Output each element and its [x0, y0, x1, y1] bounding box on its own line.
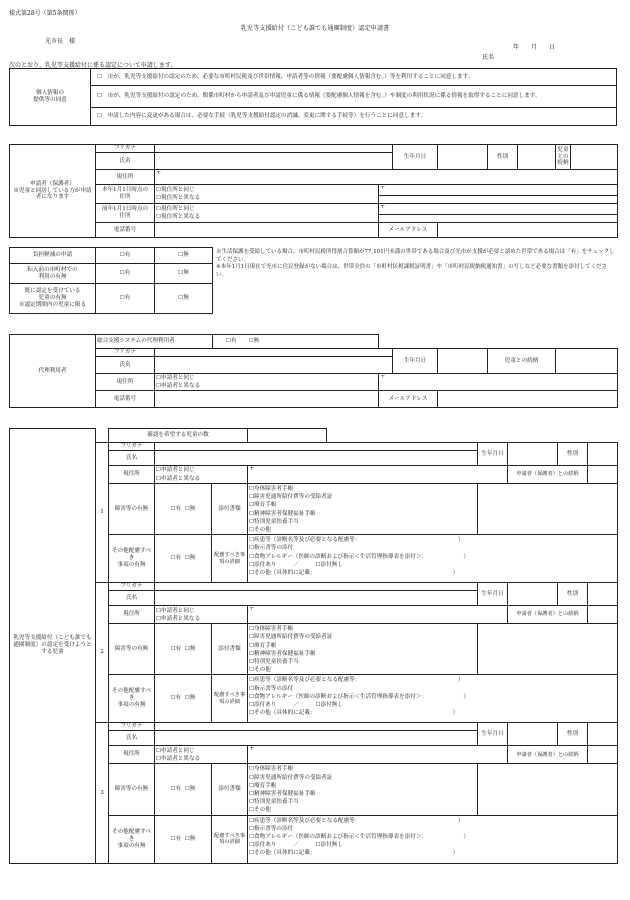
child-1-address-label: 現住所 — [109, 466, 155, 484]
agent-yes-checkbox[interactable]: ☐有 — [226, 338, 237, 344]
agent-relation-field[interactable] — [556, 349, 618, 374]
applicant-sex-field[interactable] — [518, 145, 556, 170]
child-1-doc-item[interactable]: ☐特別児童扶養手当 — [249, 518, 299, 525]
different-from-applicant-checkbox[interactable]: ☐申請者と異なる — [156, 615, 201, 622]
jan1-address-field[interactable] — [379, 185, 618, 196]
furigana-label: フリガナ — [96, 145, 155, 153]
child-1-disability-label: 障害等の有無 — [109, 484, 155, 535]
child-2-number: 2 — [96, 583, 109, 723]
child-3-consideration-item[interactable]: ☐指示書等の添付 — [249, 825, 294, 832]
prev-jan1-address-field[interactable] — [379, 204, 618, 215]
child-2-sex-label: 性別 — [558, 583, 588, 606]
child-1-sex-label: 性別 — [558, 443, 588, 466]
agent-birthdate-label: 生年月日 — [393, 349, 438, 374]
child-3-disability-yes[interactable]: ☐有 — [170, 786, 182, 793]
consent-table — [9, 68, 617, 126]
intro-text: 次のとおり、乳児等支援給付に係る認定について申請します。 — [9, 62, 177, 69]
agent-address-field[interactable] — [379, 374, 618, 391]
agent-system-label: 総合支援システムの代理利用者 — [96, 335, 213, 349]
agent-section-label: 代理利用者 — [10, 335, 96, 408]
child-2-consideration-item[interactable]: ☐その他（具体的に記載： ） — [249, 710, 459, 717]
child-1-name-field[interactable] — [155, 451, 478, 466]
child-2-relation-field[interactable] — [588, 606, 618, 624]
child-3-attached-docs-label: 添付書類 — [212, 764, 248, 815]
child-3-consideration-yes[interactable]: ☐有 — [170, 835, 182, 842]
child-1-birthdate-label: 生年月日 — [478, 443, 508, 466]
child-1-consideration-item[interactable]: ☐その他（具体的に記載： ） — [249, 570, 459, 577]
child-2-doc-item[interactable]: ☐その他 — [249, 667, 271, 674]
applicant-furigana-field[interactable] — [155, 145, 393, 153]
child-2-address-options[interactable] — [155, 606, 248, 624]
child-3-address-field[interactable] — [248, 746, 508, 764]
child-1-number: 1 — [96, 443, 109, 583]
child-2-relation-label: 申請者（保護者）との続柄 — [508, 606, 588, 624]
agent-no-checkbox[interactable]: ☐無 — [248, 338, 260, 344]
child-1-consideration-detail-label: 配慮すべき事項の詳細 — [212, 535, 248, 583]
child-2-birthdate-field[interactable] — [508, 583, 558, 606]
child-1-doc-blank — [478, 484, 618, 535]
child-3-name-label: 氏名 — [109, 731, 155, 746]
child-3-doc-item[interactable]: ☐その他 — [249, 807, 271, 814]
child-1-name-label: 氏名 — [109, 451, 155, 466]
child-3-disability-options[interactable] — [155, 764, 212, 815]
child-2-consideration-label: その他配慮すべき 事項の有無 — [109, 675, 155, 723]
sex-label: 性別 — [488, 145, 518, 170]
agent-email-label: メールアドレス — [379, 391, 438, 408]
applicant-table — [9, 144, 618, 238]
relation-label: 児童との 続柄 — [556, 145, 571, 170]
child-1-doc-item[interactable]: ☐療育手帳 — [249, 502, 277, 509]
child-1-disability-no[interactable]: ☐無 — [184, 505, 196, 512]
child-2-doc-item[interactable]: ☐身体障害者手帳 — [249, 626, 294, 633]
different-from-applicant-checkbox[interactable]: ☐申請者と異なる — [156, 475, 201, 482]
agent-email-field[interactable] — [438, 391, 618, 408]
child-1-attached-docs-label: 添付書類 — [212, 484, 248, 535]
child-3-furigana-field[interactable] — [155, 723, 478, 731]
date-label: 年 月 日 — [513, 44, 556, 51]
child-3-consideration-item[interactable]: ☐食物アレルギー（医師の診断および指示＜生活管理指導表を添付＞： ） — [249, 834, 470, 841]
child-2-consideration-detail-label: 配慮すべき事項の詳細 — [212, 675, 248, 723]
child-1-consideration-list[interactable] — [248, 535, 618, 583]
burden-reduction-no[interactable]: ☐無 — [155, 248, 213, 264]
child-1-doc-item[interactable]: ☐その他 — [249, 527, 271, 534]
prior-municipality-yes[interactable]: ☐有 — [96, 264, 155, 284]
birthdate-label: 生年月日 — [393, 145, 438, 170]
child-2-doc-item[interactable]: ☐特別児童扶養手当 — [249, 659, 299, 666]
child-2-consideration-yes[interactable]: ☐有 — [170, 695, 182, 702]
child-1-consideration-item[interactable]: ☐疾患等（診断名等及び必要となる配慮等： ） — [249, 537, 464, 544]
child-1-furigana-field[interactable] — [155, 443, 478, 451]
form-title: 乳児等支援給付（こども誰でも通園制度）認定申請書 — [240, 25, 390, 32]
child-3-doc-item[interactable]: ☐身体障害者手帳 — [249, 766, 294, 773]
postal-mark: 〒 — [380, 185, 386, 191]
agent-furigana-label: フリガナ — [96, 349, 155, 357]
certified-child-yes[interactable]: ☐有 — [96, 284, 155, 314]
child-1-furigana-label: フリガナ — [109, 443, 155, 451]
child-3-name-field[interactable] — [155, 731, 478, 746]
child-1-birthdate-field[interactable] — [508, 443, 558, 466]
agent-address-options[interactable] — [155, 374, 379, 391]
child-1-doc-item[interactable]: ☐身体障害者手帳 — [249, 486, 294, 492]
child-1-consideration-item[interactable]: ☐添付あり ／ ☐添付無し — [249, 561, 343, 568]
child-1-address-options[interactable] — [155, 466, 248, 484]
child-3-number: 3 — [96, 723, 109, 863]
jan1-address-field-2[interactable] — [379, 196, 618, 204]
child-3-disability-no[interactable]: ☐無 — [184, 786, 196, 793]
name-label: 氏名 — [96, 153, 155, 170]
child-1-consideration-options[interactable] — [155, 535, 212, 583]
agent-furigana-field[interactable] — [155, 349, 393, 357]
address-label: 現住所 — [96, 170, 155, 185]
child-3-sex-field[interactable] — [588, 723, 618, 746]
applicant-section-label: 申請者（保護者） ※児童と同居している方が申請者になります — [10, 145, 96, 238]
postal-mark: 〒 — [249, 466, 255, 472]
child-1-doc-item[interactable]: ☐障害児通所給付費等の受給者証 — [249, 494, 333, 501]
child-2-doc-item[interactable]: ☐障害児通所給付費等の受給者証 — [249, 634, 333, 641]
child-3-consideration-list[interactable] — [248, 815, 618, 863]
jan1-address-options[interactable] — [155, 185, 379, 204]
applicant-birthdate-field[interactable] — [438, 145, 488, 170]
child-3-consideration-no[interactable]: ☐無 — [184, 835, 196, 842]
different-from-applicant-checkbox[interactable]: ☐申請者と異なる — [156, 383, 201, 390]
child-1-relation-label: 申請者（保護者）との続柄 — [508, 466, 588, 484]
child-3-consideration-item[interactable]: ☐その他（具体的に記載： ） — [249, 850, 459, 857]
applicant-phone-field[interactable] — [155, 223, 379, 238]
burden-reduction-yes[interactable]: ☐有 — [96, 248, 155, 264]
consent-item-usage[interactable]: ☐ 市が、乳児等支援給付の認定のため、必要な市町村民税及び世帯情報、申請者等の情報（要配慮個人情報含む。）等を利用することに同意します。 — [91, 69, 617, 86]
child-3-consideration-options[interactable] — [155, 815, 212, 863]
prior-municipality-label: 転入前の市町村での 利用の有無 — [10, 264, 96, 284]
child-2-consideration-options[interactable] — [155, 675, 212, 723]
same-address-checkbox[interactable]: ☐現住所と同じ — [156, 205, 195, 212]
child-2-disability-options[interactable] — [155, 624, 212, 675]
child-2-doc-blank — [478, 624, 618, 675]
postal-mark: 〒 — [156, 170, 162, 176]
agent-name-field[interactable] — [155, 357, 393, 374]
child-3-doc-item[interactable]: ☐精神障害者保健福祉手帳 — [249, 791, 316, 798]
agent-address-label: 現住所 — [96, 374, 155, 391]
child-1-disability-yes[interactable]: ☐有 — [170, 505, 182, 512]
child-2-birthdate-label: 生年月日 — [478, 583, 508, 606]
child-2-address-label: 現住所 — [109, 606, 155, 624]
child-3-relation-field[interactable] — [588, 746, 618, 764]
different-address-checkbox[interactable]: ☐現住所と異なる — [156, 195, 201, 201]
child-2-address-field[interactable] — [248, 606, 508, 624]
postal-mark: 〒 — [380, 374, 386, 380]
addressee: 光市長 様 — [45, 38, 76, 45]
child-3-sex-label: 性別 — [558, 723, 588, 746]
child-1-disability-options[interactable] — [155, 484, 212, 535]
child-1-sex-field[interactable] — [588, 443, 618, 466]
child-2-consideration-list[interactable] — [248, 675, 618, 723]
child-2-name-field[interactable] — [155, 591, 478, 606]
child-2-disability-no[interactable]: ☐無 — [184, 645, 196, 652]
agent-system-options[interactable] — [213, 335, 379, 349]
child-3-furigana-label: フリガナ — [109, 723, 155, 731]
child-3-doc-list[interactable] — [248, 764, 478, 815]
prev-jan1-address-options[interactable] — [155, 204, 379, 223]
child-1-relation-field[interactable] — [588, 466, 618, 484]
child-3-consideration-item[interactable]: ☐添付あり ／ ☐添付無し — [249, 842, 343, 849]
child-3-birthdate-label: 生年月日 — [478, 723, 508, 746]
child-1-consideration-item[interactable]: ☐指示書等の添付 — [249, 545, 294, 552]
child-3-doc-item[interactable]: ☐障害児通所給付費等の受給者証 — [249, 774, 333, 781]
child-3-doc-blank — [478, 764, 618, 815]
consent-item-acquisition[interactable]: ☐ 市が、乳児等支援給付の認定のため、関係市町村から申請者及び申請児童に係る情報（要配慮個人情報を含む。）や制度の利用状況に係る情報を取得することに同意します。 — [91, 86, 617, 108]
child-3-address-options[interactable] — [155, 746, 248, 764]
child-1-address-field[interactable] — [248, 466, 508, 484]
same-as-applicant-checkbox[interactable]: ☐申請者と同じ — [156, 375, 195, 381]
different-address-checkbox[interactable]: ☐現住所と異なる — [156, 214, 201, 220]
same-as-applicant-checkbox[interactable]: ☐申請者と同じ — [156, 607, 195, 614]
children-table — [9, 428, 618, 864]
postal-mark: 〒 — [380, 204, 386, 210]
prev-jan1-address-label: 前年1月1日時点の 住所 — [96, 204, 155, 223]
child-2-furigana-label: フリガナ — [109, 583, 155, 591]
applicant-relation-field[interactable] — [571, 145, 618, 170]
child-2-doc-item[interactable]: ☐精神障害者保健福祉手帳 — [249, 650, 316, 657]
agent-birthdate-field[interactable] — [438, 349, 488, 374]
same-address-checkbox[interactable]: ☐現住所と同じ — [156, 186, 195, 193]
consent-item-change[interactable]: ☐ 申請した内容に変更がある場合は、必要な手続（乳児等支援給付認定の消滅、変更に関する手続等）を行うことに同意します。 — [91, 108, 617, 126]
child-3-address-label: 現住所 — [109, 746, 155, 764]
child-2-furigana-field[interactable] — [155, 583, 478, 591]
child-3-consideration-item[interactable]: ☐疾患等（診断名等及び必要となる配慮等： ） — [249, 817, 464, 824]
child-count-field[interactable] — [248, 429, 327, 443]
different-from-applicant-checkbox[interactable]: ☐申請者と異なる — [156, 755, 201, 762]
certified-child-label: 既に認定を受けている 児童の有無 ※認定期間内の児童に限る — [10, 284, 96, 314]
child-1-consideration-no[interactable]: ☐無 — [184, 555, 196, 562]
child-2-consideration-item[interactable]: ☐食物アレルギー（医師の診断および指示＜生活管理指導表を添付＞： ） — [249, 693, 470, 700]
applicant-name-label: 氏名 — [482, 54, 495, 61]
child-2-doc-item[interactable]: ☐療育手帳 — [249, 642, 277, 649]
child-2-disability-yes[interactable]: ☐有 — [170, 645, 182, 652]
phone-label: 電話番号 — [96, 223, 155, 238]
burden-note: ※生活保護を受給している場合、市町村民税所得割合算額が77,101円未満の世帯である場合及び光市が支援が必要と認めた世帯である場合は「有」をチェックしてください。 ※本年1月1日現在で光市に住民登録がない場合は、世帯全員の「市町村民税課税証明書」や「市町村民税納税通知書」の写しなど必要な書類を添付してください。 — [216, 249, 615, 278]
burden-table — [9, 247, 213, 314]
same-as-applicant-checkbox[interactable]: ☐申請者と同じ — [156, 747, 195, 754]
agent-name-label: 氏名 — [96, 357, 155, 374]
email-label: メールアドレス — [379, 223, 438, 238]
children-section-label: 乳児等支援給付（こども誰でも通園制度）の認定を受けようとする児童 — [10, 429, 96, 864]
child-2-sex-field[interactable] — [588, 583, 618, 606]
child-3-consideration-label: その他配慮すべき 事項の有無 — [109, 815, 155, 863]
form-number: 様式第28号（第5条関係） — [9, 10, 81, 17]
child-2-attached-docs-label: 添付書類 — [212, 624, 248, 675]
child-3-disability-label: 障害等の有無 — [109, 764, 155, 815]
child-2-consideration-item[interactable]: ☐指示書等の添付 — [249, 685, 294, 692]
child-3-doc-item[interactable]: ☐療育手帳 — [249, 782, 277, 789]
child-2-name-label: 氏名 — [109, 591, 155, 606]
child-1-doc-list[interactable] — [248, 484, 478, 535]
postal-mark: 〒 — [249, 606, 255, 613]
child-1-doc-item[interactable]: ☐精神障害者保健福祉手帳 — [249, 510, 316, 517]
consent-label: 個人情報の 提供等の同意 — [10, 69, 91, 126]
child-1-consideration-label: その他配慮すべき 事項の有無 — [109, 535, 155, 583]
agent-table — [9, 334, 618, 408]
child-3-relation-label: 申請者（保護者）との続柄 — [508, 746, 588, 764]
child-2-consideration-no[interactable]: ☐無 — [184, 695, 196, 702]
same-as-applicant-checkbox[interactable]: ☐申請者と同じ — [156, 467, 195, 474]
applicant-address-field[interactable] — [155, 170, 618, 185]
postal-mark: 〒 — [249, 746, 255, 753]
child-count-label: 確認を希望する児童の数 — [109, 429, 248, 443]
burden-reduction-label: 負担軽減の申請 — [10, 248, 96, 264]
child-3-doc-item[interactable]: ☐特別児童扶養手当 — [249, 799, 299, 806]
agent-phone-field[interactable] — [155, 391, 379, 408]
agent-phone-label: 電話番号 — [96, 391, 155, 408]
child-2-consideration-item[interactable]: ☐添付あり ／ ☐添付無し — [249, 702, 343, 709]
agent-relation-label: 児童との続柄 — [488, 349, 556, 374]
prior-municipality-no[interactable]: ☐無 — [155, 264, 213, 284]
child-3-birthdate-field[interactable] — [508, 723, 558, 746]
child-1-consideration-item[interactable]: ☐食物アレルギー（医師の診断および指示＜生活管理指導表を添付＞： ） — [249, 553, 470, 560]
child-2-disability-label: 障害等の有無 — [109, 624, 155, 675]
child-2-doc-list[interactable] — [248, 624, 478, 675]
child-3-consideration-detail-label: 配慮すべき事項の詳細 — [212, 815, 248, 863]
agent-blank — [379, 335, 618, 349]
child-1-consideration-yes[interactable]: ☐有 — [170, 555, 182, 562]
child-2-consideration-item[interactable]: ☐疾患等（診断名等及び必要となる配慮等： ） — [249, 677, 464, 684]
applicant-email-field[interactable] — [438, 223, 618, 238]
jan1-address-label: 本年1月1日時点の 住所 — [96, 185, 155, 204]
certified-child-no[interactable]: ☐無 — [155, 284, 213, 314]
applicant-name-field[interactable] — [155, 153, 393, 170]
prev-jan1-address-field-2[interactable] — [379, 215, 618, 223]
